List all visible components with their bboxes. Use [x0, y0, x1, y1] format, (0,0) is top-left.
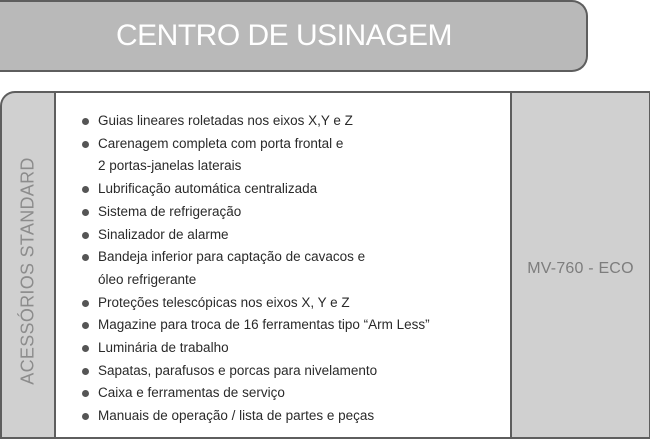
accessories-list-box — [54, 93, 512, 437]
bullet-icon — [82, 345, 89, 352]
list-item — [80, 224, 500, 247]
list-item-text: Magazine para troca de 16 ferramentas tipo “Arm Less” — [98, 317, 430, 333]
bullet-icon — [82, 322, 89, 329]
list-item — [80, 405, 500, 428]
list-item — [80, 337, 500, 360]
list-item — [80, 110, 500, 133]
list-item-text: Manuais de operação / lista de partes e peças — [98, 408, 375, 424]
list-item — [80, 292, 500, 315]
section-label-column — [2, 93, 54, 437]
bullet-icon — [82, 368, 89, 375]
list-item-text: Sistema de refrigeração — [98, 203, 242, 219]
model-column — [512, 93, 649, 437]
list-item-text: Sapatas, parafusos e porcas para nivelamento — [98, 362, 378, 378]
list-item — [80, 201, 500, 224]
list-item — [80, 133, 500, 178]
list-item-text: Carenagem completa com porta frontal e — [98, 135, 344, 151]
list-item-text: Bandeja inferior para captação de cavacos e — [98, 249, 366, 265]
list-item-text: Luminária de trabalho — [98, 340, 229, 356]
bullet-icon — [82, 390, 89, 397]
list-item-text: Sinalizador de alarme — [98, 226, 229, 242]
bullet-icon — [82, 300, 89, 307]
bullet-icon — [82, 209, 89, 216]
list-item-text: Lubrificação automática centralizada — [98, 181, 318, 197]
page-title: CENTRO DE USINAGEM — [116, 19, 453, 52]
header-banner — [0, 0, 588, 72]
accessories-panel — [0, 91, 650, 439]
bullet-icon — [82, 232, 89, 239]
list-item-text: Guias lineares roletadas nos eixos X,Y e Z — [98, 113, 353, 128]
list-item — [80, 360, 500, 383]
accessories-list — [80, 110, 500, 428]
bullet-icon — [82, 186, 89, 193]
list-item-text: Proteções telescópicas nos eixos X, Y e Z — [98, 294, 350, 310]
list-item-text: Caixa e ferramentas de serviço — [98, 385, 285, 401]
section-label: ACESSÓRIOS STANDARD — [17, 157, 38, 385]
bullet-icon — [82, 413, 89, 420]
bullet-icon — [82, 141, 89, 148]
list-item-text: óleo refrigerante — [98, 271, 197, 287]
list-item — [80, 382, 500, 405]
bullet-icon — [82, 254, 89, 261]
list-item — [80, 246, 500, 291]
list-item-text: 2 portas-janelas laterais — [98, 158, 242, 174]
bullet-icon — [82, 118, 89, 125]
model-label: MV-760 - ECO — [527, 260, 634, 277]
list-item — [80, 314, 500, 337]
list-item — [80, 178, 500, 201]
